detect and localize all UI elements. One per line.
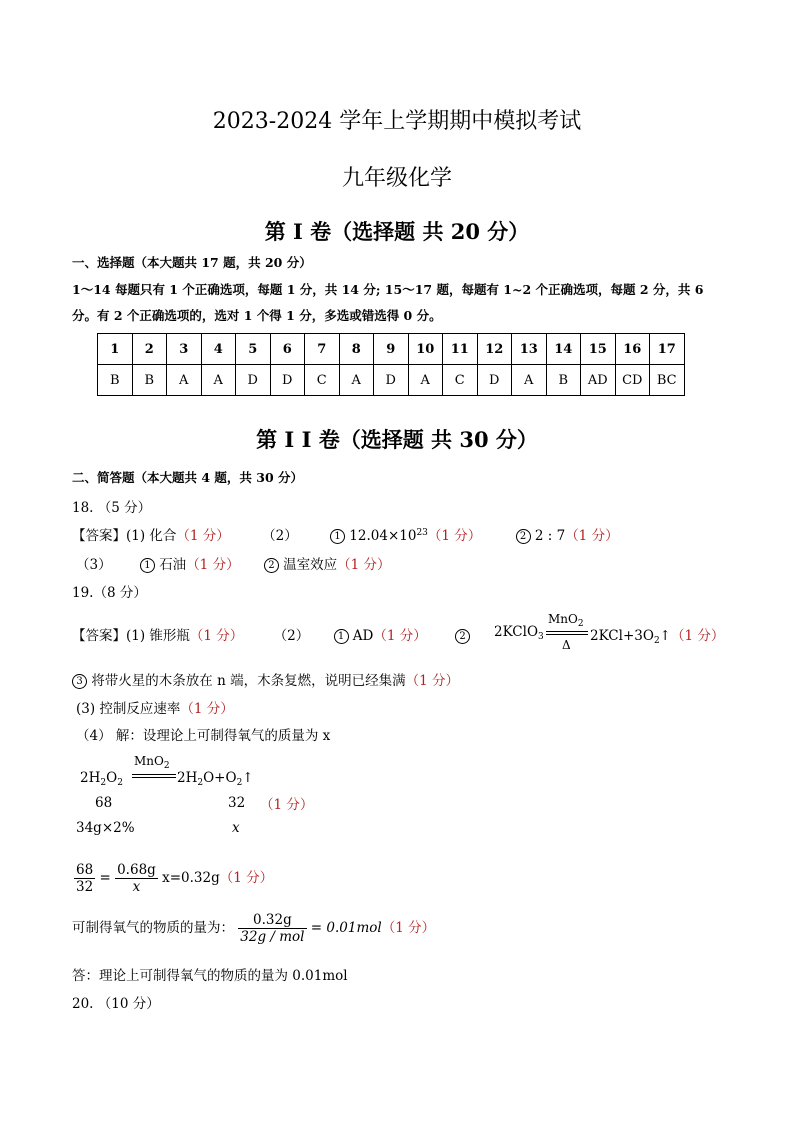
- question-number-cell: 9: [374, 334, 409, 365]
- fraction-1: $\frac{68}{32}$: [76, 862, 94, 895]
- circled-number: 1: [330, 529, 345, 544]
- question-number-cell: 6: [270, 334, 305, 365]
- question-number-cell: 12: [477, 334, 512, 365]
- question-number-cell: 15: [581, 334, 616, 365]
- section1-header: 一、选择题（本大题共 17 题，共 20 分）: [72, 255, 312, 270]
- catalyst-label: MnO$_2$: [548, 612, 584, 629]
- answer-cell: B: [132, 365, 167, 396]
- question-number-cell: 14: [546, 334, 581, 365]
- question-number-cell: 2: [132, 334, 167, 365]
- calc-equation-left: $2H_2O_2$: [80, 770, 123, 788]
- catalyst-label-2: MnO$_2$: [134, 754, 170, 771]
- answer-cell: A: [512, 365, 547, 396]
- q18-label: 18. （5 分）: [72, 500, 152, 516]
- question-number-cell: 1: [98, 334, 133, 365]
- answer-cell: A: [339, 365, 374, 396]
- answer-cell: D: [374, 365, 409, 396]
- answer-cell: B: [546, 365, 581, 396]
- answer-cell: AD: [581, 365, 616, 396]
- answer-table-answer-row: [98, 365, 685, 396]
- heat-symbol: Δ: [562, 638, 571, 652]
- equation-bar-top: [546, 631, 588, 632]
- question-number-cell: 7: [305, 334, 340, 365]
- q18-answer-line1: 【答案】(1) 化合（1 分） （2） 1 $12.04\times 10^{23}(1$ 分） 2 2 : 7（1 分）: [72, 528, 619, 544]
- q19-final-answer: 答：理论上可制得氧气的物质的量为 0.01mol: [72, 968, 348, 984]
- circled-number: 1: [334, 629, 349, 644]
- exam-title: 2023-2024 学年上学期期中模拟考试: [212, 109, 582, 134]
- answer-label: 【答案】: [72, 528, 126, 544]
- q18-answer-line2: （3） 1 石油（1 分） 2 温室效应（1 分）: [76, 557, 391, 573]
- answer-cell: B: [98, 365, 133, 396]
- instructions-line2: 分。有 2 个正确选项的，选对 1 个得 1 分，多选或错选得 0 分。: [72, 308, 442, 323]
- answer-cell: CD: [615, 365, 650, 396]
- question-number-cell: 11: [443, 334, 478, 365]
- answer-cell: A: [167, 365, 202, 396]
- fraction-2: $\frac{0.68g}{x}$: [117, 862, 156, 895]
- molar-mass-2: 32: [228, 795, 246, 811]
- answer-cell: C: [305, 365, 340, 396]
- circled-number: 2: [516, 529, 531, 544]
- calc-score: （1 分）: [260, 797, 314, 813]
- question-number-cell: 10: [408, 334, 443, 365]
- q19-answer-line3: 3 将带火星的木条放在 n 端，木条复燃，说明已经集满（1 分）: [72, 669, 459, 689]
- q19-answer-line1: 【答案】(1) 锥形瓶（1 分） （2） 1 AD（1 分） 2: [72, 624, 470, 644]
- mol-calculation: 可制得氧气的物质的量为： $\frac{0.32g}{\text{32g / mol}}$ = 0.01mol（1 分）: [72, 912, 436, 945]
- question-number-cell: 8: [339, 334, 374, 365]
- answer-cell: A: [408, 365, 443, 396]
- unknown-x: x: [232, 820, 240, 836]
- circled-number: 2: [455, 629, 470, 644]
- answer-cell: D: [236, 365, 271, 396]
- question-number-cell: 16: [615, 334, 650, 365]
- part2-heading: 第 I I 卷（选择题 共 30 分）: [256, 427, 538, 452]
- given-mass: 34g×2%: [76, 820, 135, 836]
- part1-heading: 第 I 卷（选择题 共 20 分）: [264, 219, 530, 244]
- answer-cell: BC: [650, 365, 685, 396]
- answer-cell: A: [201, 365, 236, 396]
- answer-cell: D: [270, 365, 305, 396]
- circled-number: 1: [140, 558, 155, 573]
- answer-cell: D: [477, 365, 512, 396]
- question-number-cell: 13: [512, 334, 547, 365]
- proportion-equation: $\frac{68}{32}$ = $\frac{0.68g}{x}$ x=0.32g（1 分）: [76, 862, 274, 895]
- calc-bar-bottom: [132, 777, 176, 778]
- question-number-cell: 4: [201, 334, 236, 365]
- molar-mass-1: 68: [95, 795, 113, 811]
- answer-table: [97, 333, 685, 396]
- q20-label: 20. （10 分）: [72, 996, 160, 1012]
- answer-table-header-row: [98, 334, 685, 365]
- q19-equation: 2KClO$_3$: [494, 624, 544, 642]
- section2-header: 二、简答题（本大题共 4 题，共 30 分）: [72, 470, 304, 485]
- calc-equation-right: $2H_2O+O_2↑$: [177, 770, 254, 788]
- circled-number: 3: [72, 674, 87, 689]
- question-number-cell: 5: [236, 334, 271, 365]
- question-number-cell: 17: [650, 334, 685, 365]
- q19-label: 19.（8 分）: [72, 585, 147, 601]
- calc-bar-top: [132, 774, 176, 775]
- q19-answer-line5: （4） 解：设理论上可制得氧气的质量为 x: [76, 728, 331, 744]
- question-number-cell: 3: [167, 334, 202, 365]
- q19-equation-right: $2KCl+3O_2↑(1$ 分）: [590, 628, 725, 646]
- exam-subtitle: 九年级化学: [341, 166, 452, 191]
- fraction-mol: $\frac{0.32g}{\text{32g / mol}}$: [240, 912, 305, 945]
- instructions-line1: 1～14 每题只有 1 个正确选项，每题 1 分，共 14 分; 15～17 题，每题有 1~2 个正确选项，每题 2 分，共 6: [72, 282, 704, 297]
- answer-cell: C: [443, 365, 478, 396]
- equation-bar-bottom: [546, 634, 588, 635]
- q19-answer-line4: (3) 控制反应速率（1 分）: [76, 701, 234, 717]
- circled-number: 2: [264, 558, 279, 573]
